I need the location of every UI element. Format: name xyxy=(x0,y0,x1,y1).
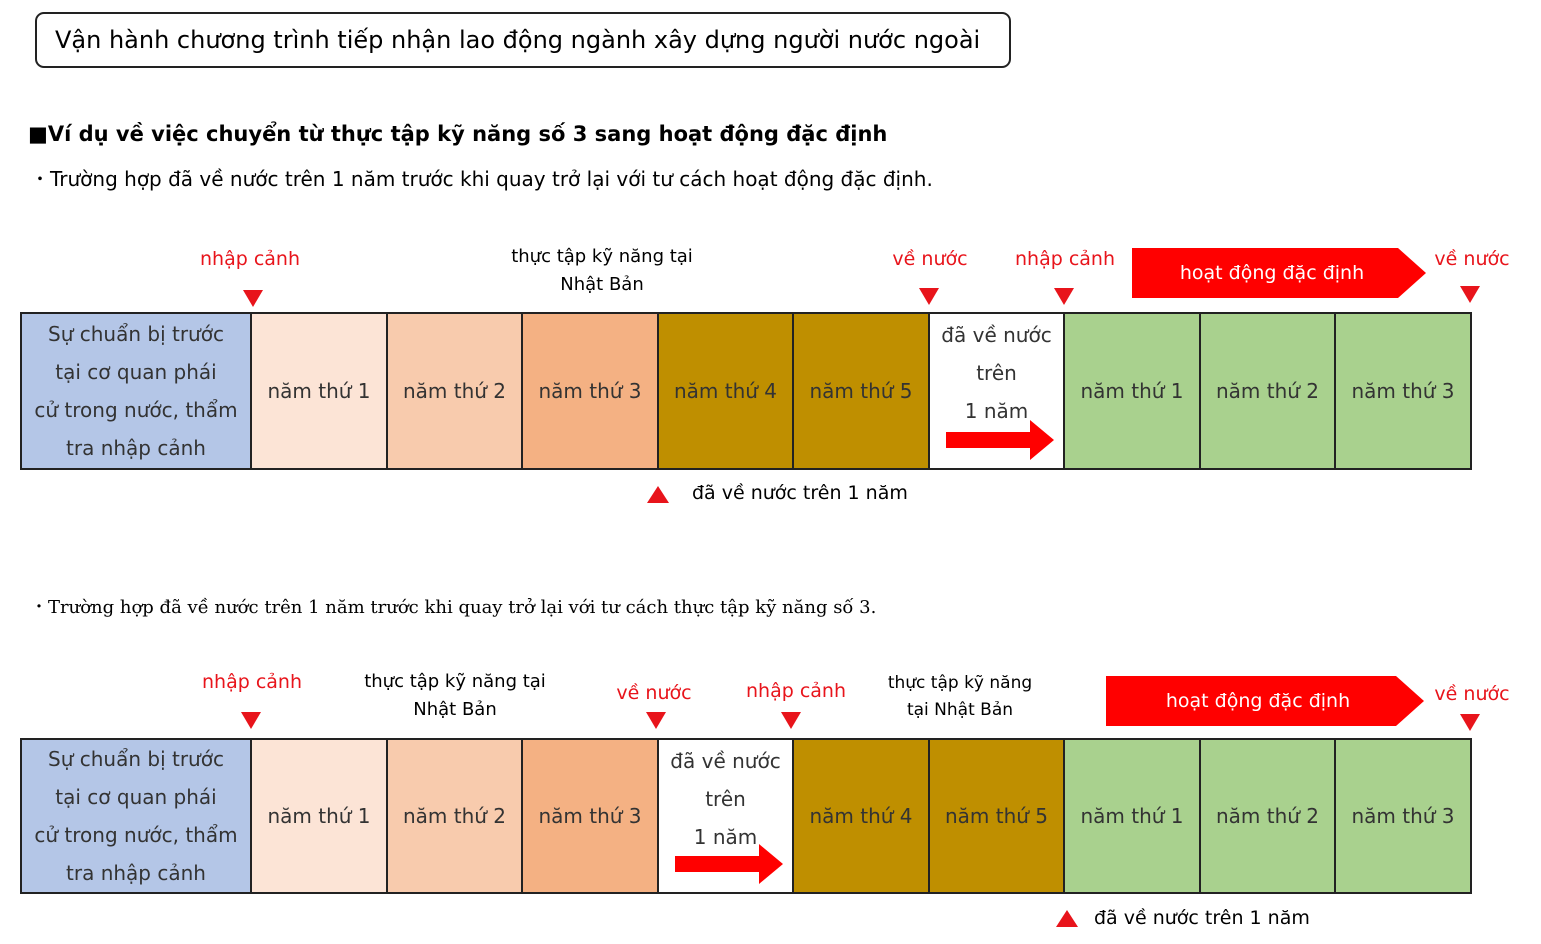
case1-ti-year5: năm thứ 5 xyxy=(794,314,930,468)
case2-training-label: thực tập kỹ năng tại Nhật Bản xyxy=(364,671,546,720)
case2-ti-year4: năm thứ 4 xyxy=(794,740,930,892)
case1-reentry-label: nhập cảnh xyxy=(1014,248,1116,270)
case2-final-return-marker-icon xyxy=(1460,714,1480,731)
case2-prep-cell: Sự chuẩn bị trước tại cơ quan phái cử trong nước, thẩm tra nhập cảnh xyxy=(22,740,252,892)
case2-ti-year3: năm thứ 3 xyxy=(523,740,659,892)
case2-ssw-year1: năm thứ 1 xyxy=(1065,740,1201,892)
case1-note: đã về nước trên 1 năm xyxy=(692,482,908,504)
case1-ti-year3: năm thứ 3 xyxy=(523,314,659,468)
case1-return-marker-icon xyxy=(919,288,939,305)
case1-entry-marker-icon xyxy=(243,290,263,307)
case2-ssw-year2: năm thứ 2 xyxy=(1201,740,1336,892)
case1-final-return-label: về nước xyxy=(1434,248,1510,270)
case1-reentry-marker-icon xyxy=(1054,288,1074,305)
case1-entry-label: nhập cảnh xyxy=(199,248,301,270)
case2-ti-year5: năm thứ 5 xyxy=(930,740,1065,892)
case2-timeline xyxy=(20,738,1472,894)
case1-caption: ・Trường hợp đã về nước trên 1 năm trước khi quay trở lại với tư cách hoạt động đặc định. xyxy=(30,167,933,191)
page-title: Vận hành chương trình tiếp nhận lao động ngành xây dựng người nước ngoài xyxy=(35,12,1011,68)
case2-note-marker-icon xyxy=(1056,910,1078,927)
case1-ssw-year2: năm thứ 2 xyxy=(1201,314,1336,468)
case2-ssw-year3: năm thứ 3 xyxy=(1336,740,1470,892)
case2-training2-label: thực tập kỹ năng tại Nhật Bản xyxy=(887,673,1033,720)
case2-ssw-label: hoạt động đặc định xyxy=(1165,690,1351,712)
case2-final-return-label: về nước xyxy=(1434,683,1510,705)
case2-gap-arrow-icon xyxy=(675,844,785,884)
case2-reentry-label: nhập cảnh xyxy=(745,680,847,702)
case2-gap-cell: đã về nước trên 1 năm xyxy=(659,740,794,892)
section-heading: ■Ví dụ về việc chuyển từ thực tập kỹ năng số 3 sang hoạt động đặc định xyxy=(28,122,888,146)
case1-final-return-marker-icon xyxy=(1460,286,1480,303)
case1-ti-year4: năm thứ 4 xyxy=(659,314,794,468)
case2-ti-year1: năm thứ 1 xyxy=(252,740,388,892)
case1-ssw-label: hoạt động đặc định xyxy=(1179,262,1365,284)
case2-entry-label: nhập cảnh xyxy=(201,671,303,693)
case1-gap-arrow-icon xyxy=(946,420,1056,460)
case1-ssw-year3: năm thứ 3 xyxy=(1336,314,1470,468)
case1-return-label: về nước xyxy=(892,248,968,270)
case1-training-label: thực tập kỹ năng tại Nhật Bản xyxy=(511,246,693,295)
case1-timeline xyxy=(20,312,1472,470)
case2-entry-marker-icon xyxy=(241,712,261,729)
case2-caption: ・Trường hợp đã về nước trên 1 năm trước khi quay trở lại với tư cách thực tập kỹ năng số 3. xyxy=(30,597,877,618)
case1-ssw-year1: năm thứ 1 xyxy=(1065,314,1201,468)
case2-return-label: về nước xyxy=(616,682,692,704)
case2-reentry-marker-icon xyxy=(781,712,801,729)
case1-prep-cell: Sự chuẩn bị trước tại cơ quan phái cử trong nước, thẩm tra nhập cảnh xyxy=(22,314,252,468)
case1-gap-cell: đã về nước trên 1 năm xyxy=(930,314,1065,468)
case1-ti-year2: năm thứ 2 xyxy=(388,314,523,468)
case2-ti-year2: năm thứ 2 xyxy=(388,740,523,892)
case2-return-marker-icon xyxy=(646,712,666,729)
case2-note: đã về nước trên 1 năm xyxy=(1094,907,1310,929)
case1-note-marker-icon xyxy=(647,486,669,503)
case1-ti-year1: năm thứ 1 xyxy=(252,314,388,468)
